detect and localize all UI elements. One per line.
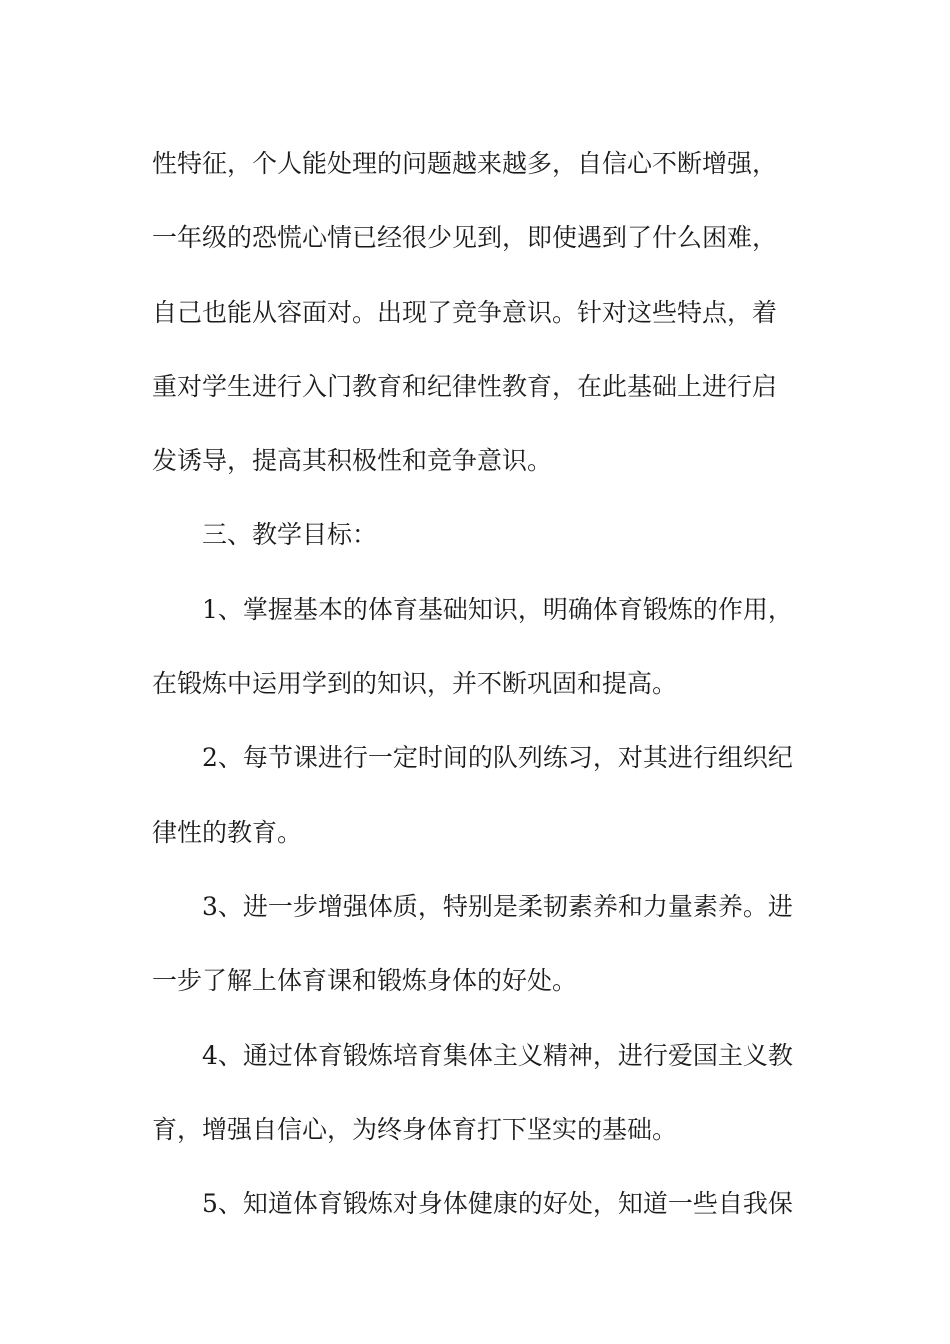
objective-item-4-continued: 育，增强自信心，为终身体育打下坚实的基础。 xyxy=(152,1114,678,1144)
objective-item-4: 4、通过体育锻炼培育集体主义精神，进行爱国主义教 xyxy=(202,1040,793,1070)
objective-item-2: 2、每节课进行一定时间的队列练习，对其进行组织纪 xyxy=(202,743,793,773)
paragraph-line: 一年级的恐慌心情已经很少见到，即使遇到了什么困难， xyxy=(152,223,778,253)
objective-item-3-continued: 一步了解上体育课和锻炼身体的好处。 xyxy=(152,966,578,996)
paragraph-line: 发诱导，提高其积极性和竞争意识。 xyxy=(152,446,553,476)
objective-item-5: 5、知道体育锻炼对身体健康的好处，知道一些自我保 xyxy=(202,1189,793,1219)
paragraph-line: 自己也能从容面对。出现了竞争意识。针对这些特点，着 xyxy=(152,297,778,327)
section-heading: 三、教学目标： xyxy=(202,520,378,550)
objective-item-1: 1、掌握基本的体育基础知识，明确体育锻炼的作用， xyxy=(202,594,793,624)
objective-item-2-continued: 律性的教育。 xyxy=(152,817,303,847)
objective-item-3: 3、进一步增强体质，特别是柔韧素养和力量素养。进 xyxy=(202,891,793,921)
paragraph-line: 性特征，个人能处理的问题越来越多，自信心不断增强， xyxy=(152,149,778,178)
objective-item-1-continued: 在锻炼中运用学到的知识，并不断巩固和提高。 xyxy=(152,669,678,699)
document-body xyxy=(152,127,812,1241)
paragraph-line: 重对学生进行入门教育和纪律性教育，在此基础上进行启 xyxy=(152,371,778,401)
